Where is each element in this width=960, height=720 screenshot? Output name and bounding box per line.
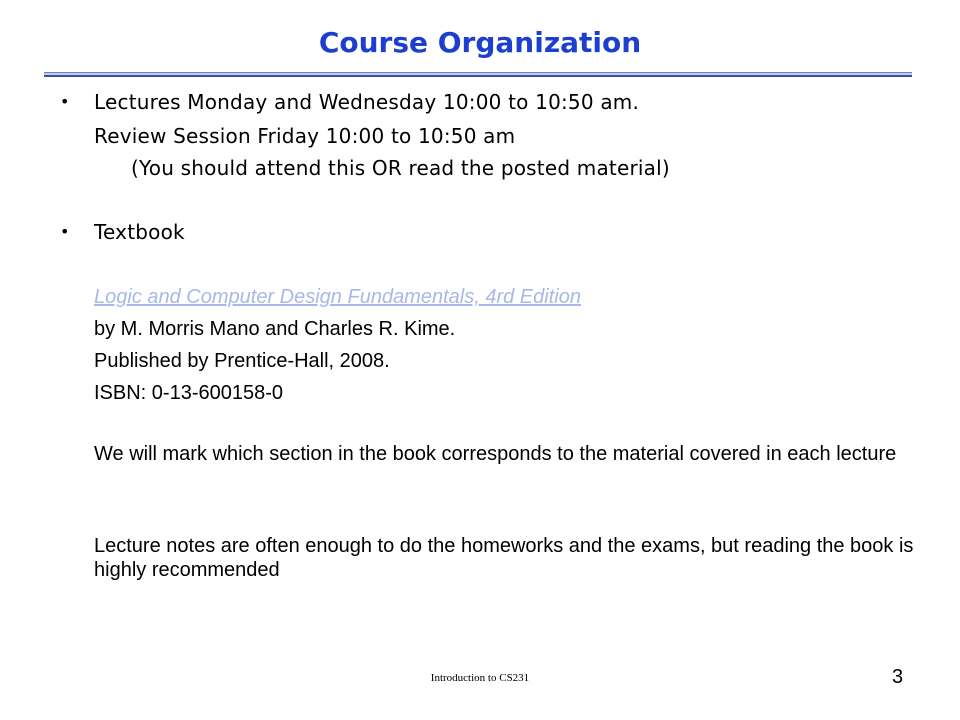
bullet-dot-2: • <box>60 222 70 241</box>
textbook-title-link[interactable]: Logic and Computer Design Fundamentals, 4rd Edition <box>94 286 581 308</box>
textbook-heading: Textbook <box>94 220 185 244</box>
page-number: 3 <box>892 666 904 688</box>
slide-title: Course Organization <box>318 26 642 59</box>
textbook-isbn: ISBN: 0-13-600158-0 <box>94 382 284 404</box>
textbook-note-recommend: Lecture notes are often enough to do the homeworks and the exams, but reading the book is highly recommended <box>94 535 914 581</box>
schedule-note: (You should attend this OR read the posted material) <box>131 156 670 180</box>
bullet-dot-1: • <box>60 92 70 111</box>
schedule-lectures: Lectures Monday and Wednesday 10:00 to 10:50 am. <box>94 90 640 114</box>
textbook-note-sections: We will mark which section in the book corresponds to the material covered in each lecture <box>94 443 897 465</box>
title-divider <box>44 72 912 77</box>
schedule-review: Review Session Friday 10:00 to 10:50 am <box>94 124 516 148</box>
textbook-publisher: Published by Prentice-Hall, 2008. <box>94 350 390 372</box>
slide-footer: Introduction to CS231 <box>430 672 530 684</box>
textbook-authors: by M. Morris Mano and Charles R. Kime. <box>94 318 456 340</box>
